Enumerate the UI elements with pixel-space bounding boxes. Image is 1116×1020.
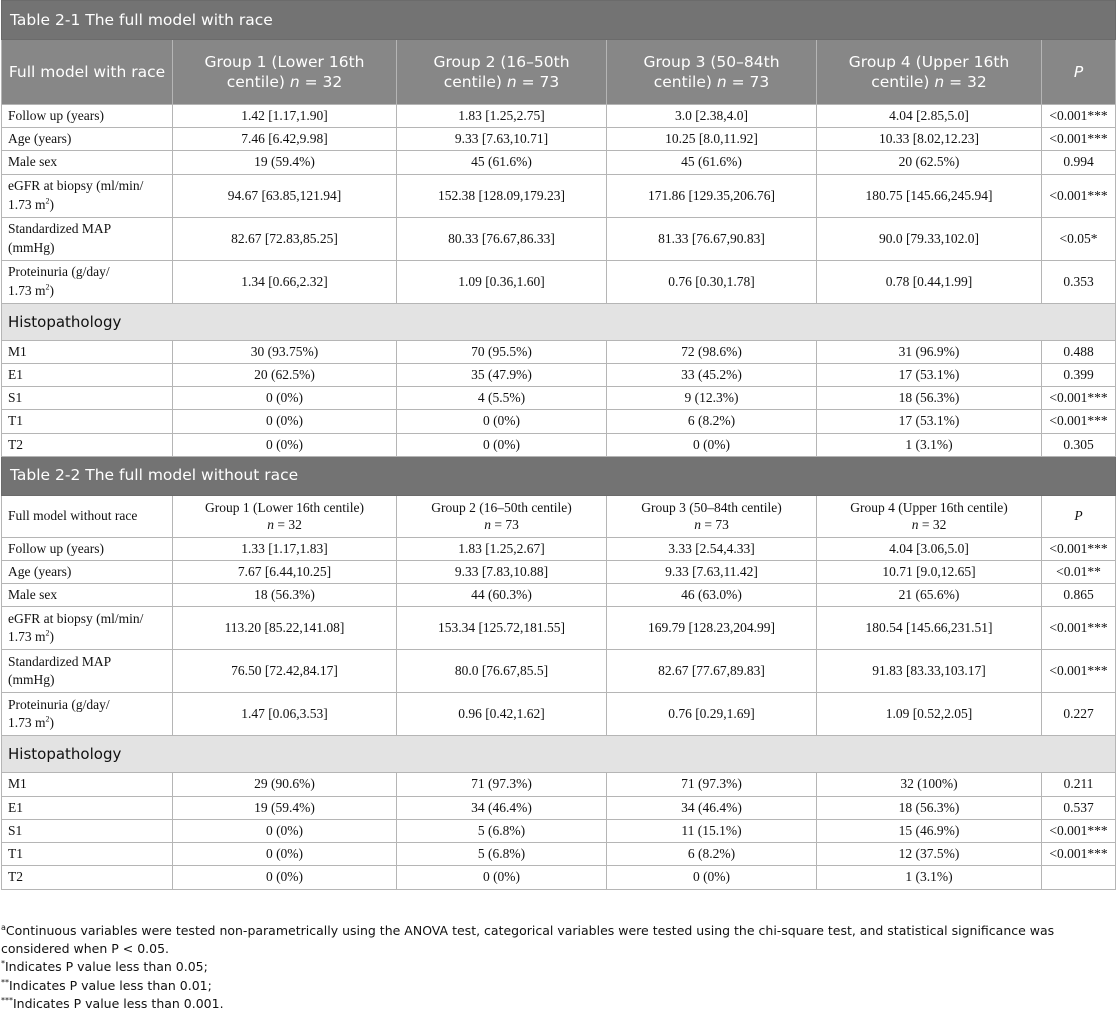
p-value-cell: <0.001***	[1042, 607, 1116, 650]
table-cell: 9.33 [7.63,11.42]	[607, 560, 817, 583]
table-cell: 1.33 [1.17,1.83]	[173, 537, 397, 560]
p-value-cell: <0.001***	[1042, 843, 1116, 866]
section-row	[2, 736, 1116, 773]
table-cell: 11 (15.1%)	[607, 819, 817, 842]
row-label: Proteinuria (g/day/ 1.73 $m^2$)	[2, 693, 173, 736]
p-value-cell: 0.488	[1042, 340, 1116, 363]
table-cell: 0 (0%)	[607, 433, 817, 456]
table-cell: 20 (62.5%)	[173, 363, 397, 386]
p-value-cell: <0.001***	[1042, 128, 1116, 151]
p-value-cell: <0.001***	[1042, 819, 1116, 842]
table-cell: 82.67 [72.83,85.25]	[173, 217, 397, 260]
footnote-single-star: *Indicates P value less than 0.05;	[1, 959, 208, 975]
p-value-cell: <0.001***	[1042, 650, 1116, 693]
table-cell: 0 (0%)	[173, 819, 397, 842]
table-cell: 35 (47.9%)	[397, 363, 607, 386]
p-value-cell: <0.001***	[1042, 174, 1116, 217]
section-heading: Histopathology	[2, 736, 1116, 773]
table-cell: 0 (0%)	[397, 866, 607, 889]
table-row	[2, 773, 1116, 796]
table-cell: 113.20 [85.22,141.08]	[173, 607, 397, 650]
row-label: M1	[2, 340, 173, 363]
table-cell: 5 (6.8%)	[397, 843, 607, 866]
p-value-cell	[1042, 866, 1116, 889]
table-cell: 12 (37.5%)	[817, 843, 1042, 866]
table-row	[2, 387, 1116, 410]
table-cell: 10.71 [9.0,12.65]	[817, 560, 1042, 583]
table-cell: 19 (59.4%)	[173, 151, 397, 174]
table-row	[2, 105, 1116, 128]
row-label: Proteinuria (g/day/ 1.73 $m^2$)	[2, 260, 173, 303]
row-label: Age (years)	[2, 128, 173, 151]
row-label: T1	[2, 843, 173, 866]
table-cell: 9.33 [7.63,10.71]	[397, 128, 607, 151]
table-cell: 18 (56.3%)	[173, 584, 397, 607]
table-cell: 90.0 [79.33,102.0]	[817, 217, 1042, 260]
p-value-cell: <0.001***	[1042, 537, 1116, 560]
table-cell: 19 (59.4%)	[173, 796, 397, 819]
table-cell: 45 (61.6%)	[397, 151, 607, 174]
header-label: Full model with race	[2, 40, 173, 105]
section-row	[2, 303, 1116, 340]
column-header: Group 1 (Lower 16th centile) n = 32	[173, 495, 397, 537]
table-cell: 80.33 [76.67,86.33]	[397, 217, 607, 260]
row-label: M1	[2, 773, 173, 796]
table-cell: 1.42 [1.17,1.90]	[173, 105, 397, 128]
table-cell: 81.33 [76.67,90.83]	[607, 217, 817, 260]
table-row	[2, 217, 1116, 260]
table-row	[2, 151, 1116, 174]
table-cell: 15 (46.9%)	[817, 819, 1042, 842]
column-header: P	[1042, 40, 1116, 105]
table-cell: 82.67 [77.67,89.83]	[607, 650, 817, 693]
table-cell: 4.04 [2.85,5.0]	[817, 105, 1042, 128]
p-value-cell: <0.01**	[1042, 560, 1116, 583]
table-cell: 45 (61.6%)	[607, 151, 817, 174]
table-cell: 4.04 [3.06,5.0]	[817, 537, 1042, 560]
table-cell: 70 (95.5%)	[397, 340, 607, 363]
table-cell: 76.50 [72.42,84.17]	[173, 650, 397, 693]
table-row	[2, 796, 1116, 819]
table-cell: 0.76 [0.30,1.78]	[607, 260, 817, 303]
column-header: P	[1042, 495, 1116, 537]
row-label: Age (years)	[2, 560, 173, 583]
table-cell: 169.79 [128.23,204.99]	[607, 607, 817, 650]
column-header: Group 2 (16–50th centile) n = 73	[397, 40, 607, 105]
table-cell: 0.78 [0.44,1.99]	[817, 260, 1042, 303]
p-value-cell: 0.227	[1042, 693, 1116, 736]
table-1-title-row	[2, 1, 1116, 40]
table-cell: 10.33 [8.02,12.23]	[817, 128, 1042, 151]
row-label: Follow up (years)	[2, 105, 173, 128]
p-value-cell: 0.353	[1042, 260, 1116, 303]
table-cell: 30 (93.75%)	[173, 340, 397, 363]
table-cell: 6 (8.2%)	[607, 843, 817, 866]
table-cell: 72 (98.6%)	[607, 340, 817, 363]
column-header: Group 1 (Lower 16th centile) n = 32	[173, 40, 397, 105]
footnote-single-star-text: Indicates P value less than 0.05;	[5, 959, 208, 975]
table-row	[2, 607, 1116, 650]
table-2-title: Table 2-2 The full model without race	[2, 456, 1116, 495]
row-label: S1	[2, 819, 173, 842]
table-cell: 0 (0%)	[173, 387, 397, 410]
table-cell: 34 (46.4%)	[397, 796, 607, 819]
row-label: S1	[2, 387, 173, 410]
table-cell: 17 (53.1%)	[817, 410, 1042, 433]
table-cell: 1.34 [0.66,2.32]	[173, 260, 397, 303]
footnote-triple-star-text: Indicates P value less than 0.001.	[13, 996, 224, 1012]
column-header: Group 3 (50–84th centile) n = 73	[607, 40, 817, 105]
row-label: eGFR at biopsy (ml/min/ 1.73 $m^2$)	[2, 174, 173, 217]
p-value-cell: 0.994	[1042, 151, 1116, 174]
table-cell: 1 (3.1%)	[817, 433, 1042, 456]
header-row	[2, 40, 1116, 105]
table-cell: 171.86 [129.35,206.76]	[607, 174, 817, 217]
column-header: Group 2 (16–50th centile) n = 73	[397, 495, 607, 537]
p-value-cell: <0.001***	[1042, 105, 1116, 128]
table-footnotes	[1, 922, 1113, 1013]
table-cell: 153.34 [125.72,181.55]	[397, 607, 607, 650]
row-label: T2	[2, 433, 173, 456]
table-cell: 18 (56.3%)	[817, 796, 1042, 819]
results-tables	[1, 0, 1115, 890]
table-cell: 9 (12.3%)	[607, 387, 817, 410]
row-label: Standardized MAP (mmHg)	[2, 217, 173, 260]
table-row	[2, 560, 1116, 583]
table-row	[2, 843, 1116, 866]
table-cell: 32 (100%)	[817, 773, 1042, 796]
p-value-cell: <0.05*	[1042, 217, 1116, 260]
column-header: Group 4 (Upper 16th centile) n = 32	[817, 495, 1042, 537]
footnote-a: $^a$Continuous variables were tested non-parametrically using the ANOVA test, categorical variables were tested using the chi-square test, and statistical significance was considered when P < 0.05.	[1, 923, 1055, 957]
table-cell: 0 (0%)	[173, 843, 397, 866]
table-cell: 3.33 [2.54,4.33]	[607, 537, 817, 560]
table-cell: 0 (0%)	[397, 410, 607, 433]
column-header: Group 4 (Upper 16th centile) n = 32	[817, 40, 1042, 105]
p-value-cell: <0.001***	[1042, 387, 1116, 410]
table-cell: 3.0 [2.38,4.0]	[607, 105, 817, 128]
table-row	[2, 537, 1116, 560]
row-label: Standardized MAP (mmHg)	[2, 650, 173, 693]
table-cell: 180.75 [145.66,245.94]	[817, 174, 1042, 217]
header-row	[2, 495, 1116, 537]
table-cell: 0.96 [0.42,1.62]	[397, 693, 607, 736]
table-cell: 0 (0%)	[173, 410, 397, 433]
table-cell: 4 (5.5%)	[397, 387, 607, 410]
table-cell: 6 (8.2%)	[607, 410, 817, 433]
table-1-title: Table 2-1 The full model with race	[2, 1, 1116, 40]
table-row	[2, 693, 1116, 736]
row-label: Male sex	[2, 151, 173, 174]
table-cell: 0 (0%)	[173, 433, 397, 456]
table-2-title-row	[2, 456, 1116, 495]
p-value-cell: 0.537	[1042, 796, 1116, 819]
p-value-cell: 0.865	[1042, 584, 1116, 607]
table-row	[2, 363, 1116, 386]
table-row	[2, 819, 1116, 842]
table-row	[2, 433, 1116, 456]
table-row	[2, 584, 1116, 607]
footnote-double-star-text: Indicates P value less than 0.01;	[9, 977, 212, 993]
p-value-cell: 0.305	[1042, 433, 1116, 456]
table-cell: 1.83 [1.25,2.67]	[397, 537, 607, 560]
p-value-cell: 0.211	[1042, 773, 1116, 796]
table-cell: 46 (63.0%)	[607, 584, 817, 607]
table-row	[2, 410, 1116, 433]
table-cell: 21 (65.6%)	[817, 584, 1042, 607]
row-label: Male sex	[2, 584, 173, 607]
section-heading: Histopathology	[2, 303, 1116, 340]
table-cell: 1.47 [0.06,3.53]	[173, 693, 397, 736]
table-cell: 9.33 [7.83,10.88]	[397, 560, 607, 583]
table-cell: 10.25 [8.0,11.92]	[607, 128, 817, 151]
table-cell: 0 (0%)	[607, 866, 817, 889]
table-cell: 71 (97.3%)	[607, 773, 817, 796]
table-cell: 0.76 [0.29,1.69]	[607, 693, 817, 736]
table-cell: 33 (45.2%)	[607, 363, 817, 386]
table-cell: 29 (90.6%)	[173, 773, 397, 796]
table-cell: 17 (53.1%)	[817, 363, 1042, 386]
table-row	[2, 650, 1116, 693]
table-row	[2, 260, 1116, 303]
table-cell: 91.83 [83.33,103.17]	[817, 650, 1042, 693]
table-cell: 1.83 [1.25,2.75]	[397, 105, 607, 128]
row-label: T1	[2, 410, 173, 433]
table-cell: 0 (0%)	[397, 433, 607, 456]
table-cell: 7.46 [6.42,9.98]	[173, 128, 397, 151]
results-table	[1, 0, 1116, 890]
table-row	[2, 128, 1116, 151]
p-value-cell: <0.001***	[1042, 410, 1116, 433]
p-value-cell: 0.399	[1042, 363, 1116, 386]
header-label: Full model without race	[2, 495, 173, 537]
table-row	[2, 174, 1116, 217]
footnote-double-star: **Indicates P value less than 0.01;	[1, 977, 212, 993]
column-header: Group 3 (50–84th centile) n = 73	[607, 495, 817, 537]
table-cell: 7.67 [6.44,10.25]	[173, 560, 397, 583]
table-cell: 1.09 [0.52,2.05]	[817, 693, 1042, 736]
table-cell: 71 (97.3%)	[397, 773, 607, 796]
table-cell: 34 (46.4%)	[607, 796, 817, 819]
row-label: eGFR at biopsy (ml/min/ 1.73 $m^2$)	[2, 607, 173, 650]
row-label: E1	[2, 796, 173, 819]
table-cell: 94.67 [63.85,121.94]	[173, 174, 397, 217]
table-cell: 5 (6.8%)	[397, 819, 607, 842]
footnote-triple-star: ***Indicates P value less than 0.001.	[1, 995, 224, 1012]
row-label: T2	[2, 866, 173, 889]
table-row	[2, 866, 1116, 889]
table-cell: 1 (3.1%)	[817, 866, 1042, 889]
row-label: E1	[2, 363, 173, 386]
table-cell: 20 (62.5%)	[817, 151, 1042, 174]
table-cell: 31 (96.9%)	[817, 340, 1042, 363]
table-cell: 44 (60.3%)	[397, 584, 607, 607]
row-label: Follow up (years)	[2, 537, 173, 560]
table-row	[2, 340, 1116, 363]
table-cell: 80.0 [76.67,85.5]	[397, 650, 607, 693]
table-cell: 152.38 [128.09,179.23]	[397, 174, 607, 217]
table-cell: 180.54 [145.66,231.51]	[817, 607, 1042, 650]
table-cell: 18 (56.3%)	[817, 387, 1042, 410]
table-cell: 0 (0%)	[173, 866, 397, 889]
footnote-a-text: Continuous variables were tested non-parametrically using the ANOVA test, categorical variables were tested using the chi-square test, and statistical significance was considered when P < 0.05.	[1, 923, 1055, 957]
table-cell: 1.09 [0.36,1.60]	[397, 260, 607, 303]
